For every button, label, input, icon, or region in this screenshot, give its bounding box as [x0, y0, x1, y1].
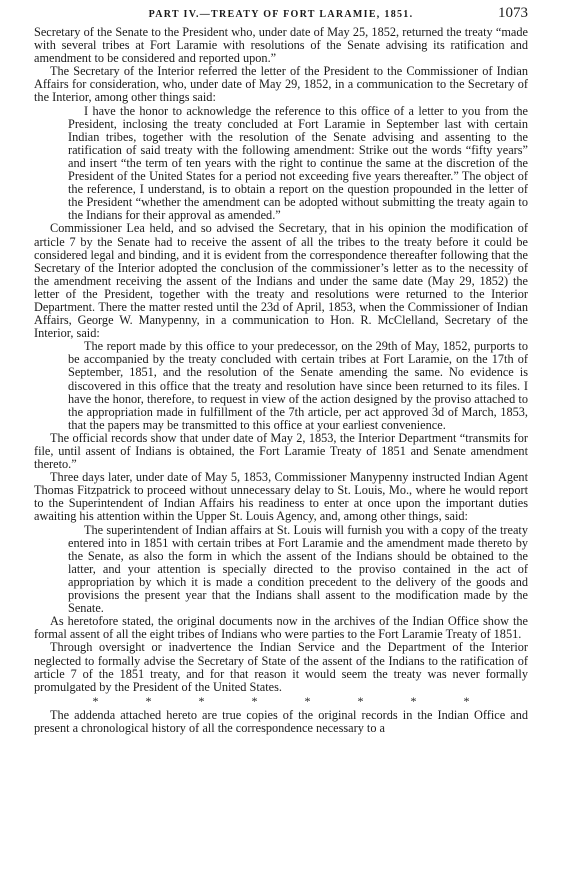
- paragraph: Through oversight or inadvertence the Indian Service and the Department of the Interior neglected to formally advise the Secretary of State of the assent of the Indians to the ratification of article 7 of the 1851 treaty, and for that reason it would seem the treaty was never formally promulgated by the President of the United States.: [34, 640, 528, 694]
- block-quote: The superintendent of Indian affairs at St. Louis will furnish you with a copy of the treaty entered into in 1851 with certain tribes at Fort Laramie and the amendment made thereto by the Senate, as also the form in which the assent of the Indians should be obtained to the latter, and your attention is specially directed to the proviso contained in the act of appropriation by which it is made a condition precedent to the delivery of the goods and provisions the present year that the Indians shall assent to the modification made by the Senate.: [68, 522, 528, 616]
- paragraph: Secretary of the Senate to the President who, under date of May 25, 1852, returned the treaty “made with several tribes at Fort Laramie with resolutions of the Senate advising its ratification and amendment to be considered and reported upon.”: [34, 25, 528, 66]
- section-separator: * * * * * * * *: [92, 693, 470, 708]
- paragraph: Three days later, under date of May 5, 1853, Commissioner Manypenny instructed Indian Agent Thomas Fitzpatrick to proceed without unnecessary delay to St. Louis, Mo., where he would report to the Superintendent of Indian Affairs his readiness to enter at once upon the important duties awaiting his attention within the Upper St. Louis Agency, and, among other things, said:: [34, 470, 528, 524]
- running-header: [34, 0, 528, 26]
- paragraph: The Secretary of the Interior referred the letter of the President to the Commissioner of Indian Affairs for consideration, who, under date of May 29, 1852, in a communication to the Secretary of the Interior, among other things said:: [34, 64, 528, 105]
- block-quote: I have the honor to acknowledge the reference to this office of a letter to you from the President, inclosing the treaty concluded at Fort Laramie in September last with certain Indian tribes, together with the resolution of the Senate advising and assenting to the ratification of said treaty with the following amendment: Strike out the words “fifty years” and insert “the term of ten years with the right to continue the same at the discretion of the President of the United States for a period not exceeding five years thereafter.” The object of the reference, I understand, is to obtain a report on the question propounded in the letter of the President “whether the amendment can be adopted without submitting the treaty again to the Indians for their approval as amended.”: [68, 103, 528, 223]
- document-body: [34, 26, 528, 735]
- page-number: 1073: [498, 5, 528, 21]
- running-title: PART IV.—TREATY OF FORT LARAMIE, 1851.: [148, 9, 414, 20]
- closing-paragraph: The addenda attached hereto are true copies of the original records in the Indian Office and present a chronological history of all the correspondence necessary to a: [34, 707, 528, 735]
- paragraph: The official records show that under date of May 2, 1853, the Interior Department “transmits for file, until assent of Indians is obtained, the Fort Laramie Treaty of 1851 and Senate amendment thereto.”: [34, 430, 528, 472]
- block-quote: The report made by this office to your predecessor, on the 29th of May, 1852, purports to be accompanied by the treaty concluded with certain tribes at Fort Laramie, on the 17th of September, 1851, and the resolution of the Senate amending the same. No evidence is discovered in this office that the treaty and resolution have since been returned to its files. I have the honor, therefore, to request in view of the action designed by the proviso attached to the appropriation made in fulfillment of the 7th article, per act approved 3d of March, 1853, that the papers may be transmitted to this office at your earliest convenience.: [68, 339, 528, 432]
- paragraph: As heretofore stated, the original documents now in the archives of the Indian Office show the formal assent of all the eight tribes of Indians who were parties to the Fort Laramie Treaty of 1851.: [34, 614, 528, 642]
- paragraph: Commissioner Lea held, and so advised the Secretary, that in his opinion the modification of article 7 by the Senate had to receive the assent of all the tribes to the treaty before it could be considered legal and binding, and it is evident from the correspondence thereafter following that the Secretary of the Interior adopted the conclusion of the commissioner’s letter as to the necessity of the amendment receiving the assent of the Indians and under the same date (May 29, 1852) the letter of the President, together with the treaty and resolutions were returned to the Interior Department. There the matter rested until the 23d of April, 1853, when the Commissioner of Indian Affairs, George W. Manypenny, in a communication to Hon. R. McClelland, Secretary of the Interior, said:: [34, 221, 528, 341]
